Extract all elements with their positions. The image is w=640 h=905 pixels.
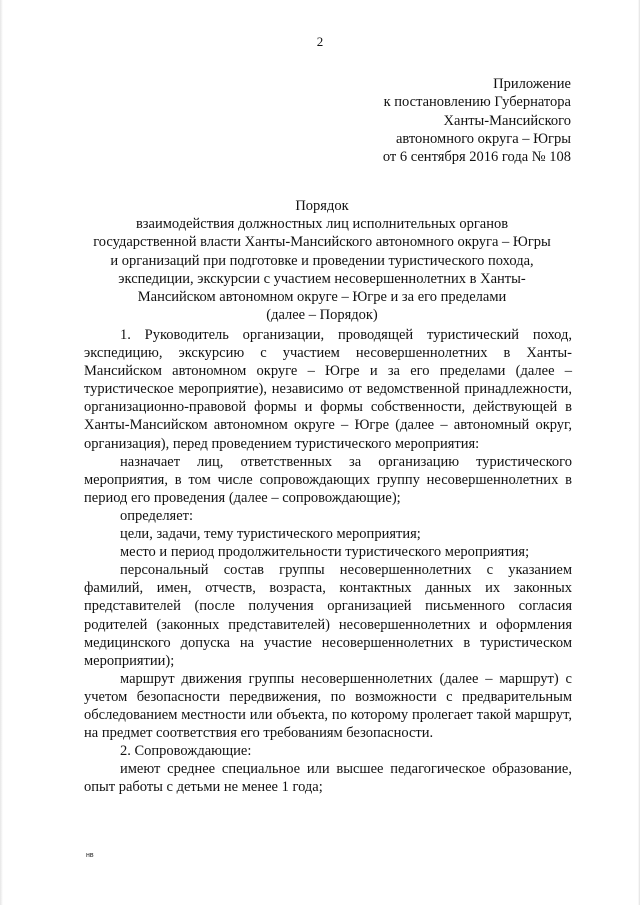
appendix-line: Приложение: [493, 76, 571, 92]
appendix-line: Ханты-Мансийского: [443, 112, 571, 129]
paragraph: маршрут движения группы несовершеннолетних (далее – маршрут) с учетом безопасности передвижения, по возможности с предварительным обследованием местности или объекта, по которому пролегает такой маршрут, на предмет соответствия его требованиям безопасности.: [84, 670, 572, 742]
paragraph: назначает лиц, ответственных за организацию туристического мероприятия, в том числе сопровождающих группу несовершеннолетних в период его проведения (далее – сопровождающие);: [84, 453, 572, 506]
title-line: взаимодействия должностных лиц исполнительных органов: [135, 216, 509, 233]
title-line: государственной власти Ханты-Мансийского автономного округа – Югры: [93, 234, 551, 251]
page-number: 2: [316, 34, 324, 49]
footer-initials: нв: [86, 852, 94, 859]
title-line: и организаций при подготовке и проведении туристического похода,: [110, 252, 534, 269]
appendix-reference: [383, 75, 571, 166]
paragraph: 2. Сопровождающие:: [120, 743, 252, 760]
title-line: Мансийском автономном округе – Югре и за его пределами: [137, 289, 507, 306]
appendix-line: автономного округа – Югры: [395, 130, 571, 147]
title-heading: Порядок: [295, 198, 349, 214]
paragraph: 1. Руководитель организации, проводящей туристический поход, экспедицию, экскурсию с участием несовершеннолетних в Ханты-Мансийском автономном округе – Югре и за его пределами (далее – туристическое мероприятие), независимо от ведомственной принадлежности, организационно-правовой формы и формы собственности, действующей в Ханты-Мансийском автономном округе – Югре (далее – автономный округ, организация), перед проведением туристического мероприятия:: [84, 327, 572, 452]
scan-edge-left: [0, 0, 3, 905]
paragraph: цели, задачи, тему туристического мероприятия;: [120, 526, 421, 543]
appendix-line: от 6 сентября 2016 года № 108: [382, 149, 571, 166]
paragraph: персональный состав группы несовершеннолетних с указанием фамилий, имен, отчеств, возраста, контактных данных их законных представителей (после получения организацией письменного согласия родителей (законных представителей) несовершеннолетних и оформления медицинского допуска на участие несовершеннолетних в туристическом мероприятии);: [84, 562, 572, 669]
title-line: (далее – Порядок): [266, 307, 378, 324]
appendix-line: к постановлению Губернатора: [383, 94, 571, 111]
title-line: экспедиции, экскурсии с участием несовершеннолетних в Ханты-: [118, 270, 526, 287]
paragraph: определяет:: [120, 507, 194, 524]
paragraph: место и период продолжительности туристического мероприятия;: [120, 544, 530, 561]
paragraph: имеют среднее специальное или высшее педагогическое образование, опыт работы с детьми не менее 1 года;: [84, 761, 572, 796]
document-body: [84, 326, 572, 796]
document-title: [66, 197, 578, 324]
